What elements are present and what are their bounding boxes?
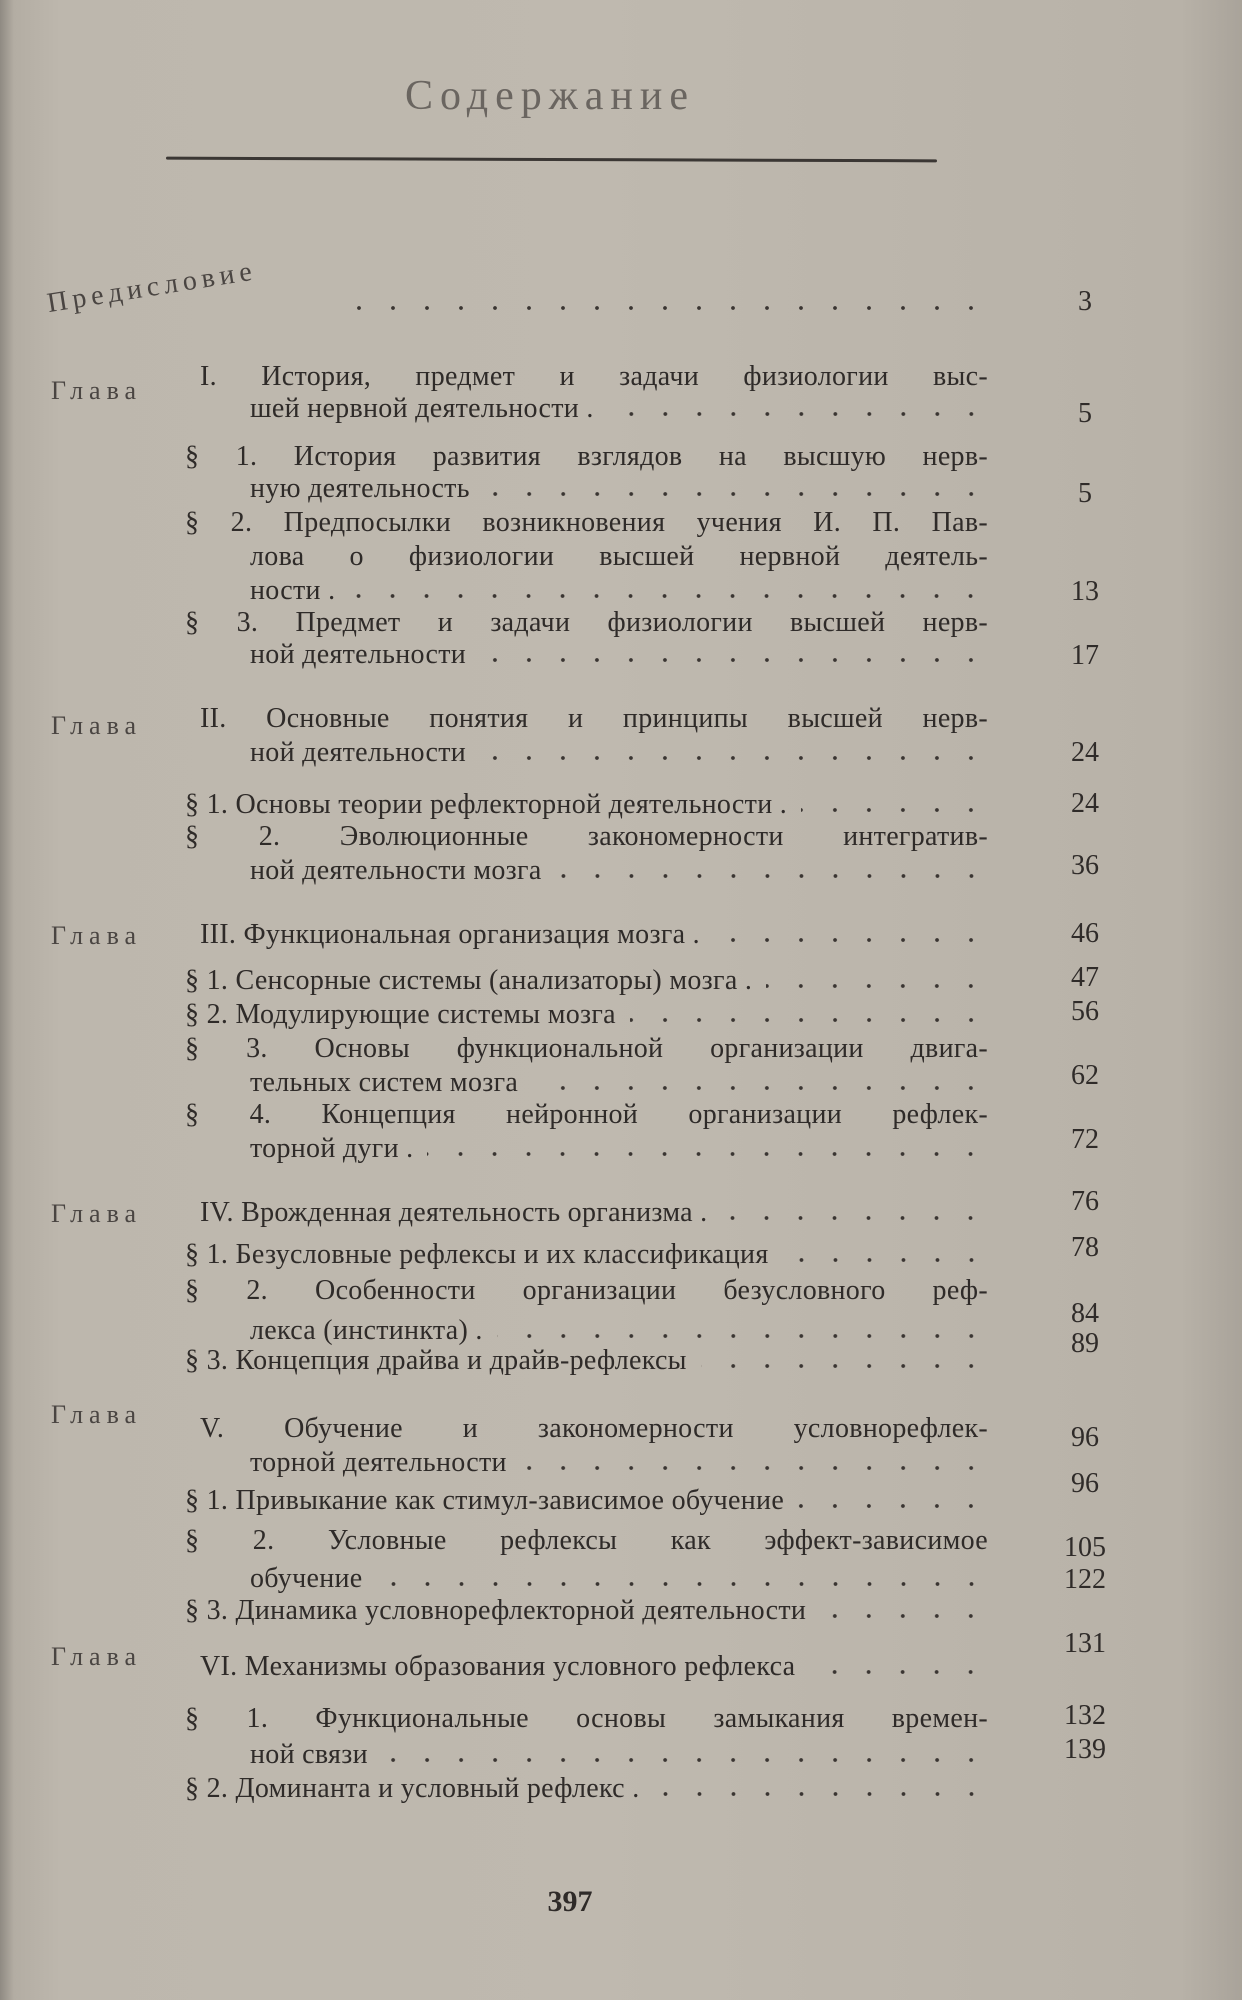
folio-page-number: 397 <box>547 1885 593 1918</box>
entry-text: ной деятельности <box>250 737 467 768</box>
dot-leader <box>427 1150 988 1158</box>
section-title-line: § 1. Функциональные основы замыкания времен- <box>185 1703 988 1734</box>
entry-text: § 1. Сенсорные системы (анализаторы) мозга . <box>185 965 753 996</box>
page-number: 5 <box>1078 398 1092 429</box>
page-number: 17 <box>1071 640 1099 671</box>
dot-leader <box>480 656 988 664</box>
dot-leader <box>497 1332 988 1340</box>
section-title-line <box>185 1594 988 1628</box>
page-title: Содержание <box>404 73 696 119</box>
chapter-title-line <box>200 1196 988 1230</box>
dot-leader <box>480 754 988 762</box>
section-title-line: § 2. Предпосылки возникновения учения И. П. Пав- <box>185 507 988 538</box>
page-number: 13 <box>1071 576 1099 607</box>
dot-leader <box>382 1756 988 1764</box>
entry-text: § 1. Безусловные рефлексы и их классификация <box>185 1239 769 1270</box>
page-number: 24 <box>1071 788 1099 819</box>
page-number: 139 <box>1064 1734 1106 1765</box>
chapter-word: Глава <box>51 711 143 740</box>
entry-text: торной дуги . <box>250 1133 414 1164</box>
chapter-title-line <box>250 1446 988 1480</box>
entry-text: VI. Механизмы образования условного рефлекса <box>200 1651 796 1682</box>
entry-text: § 3. Концепция драйва и драйв-рефлексы <box>185 1345 687 1376</box>
page-number: 62 <box>1071 1060 1099 1091</box>
section-title-line: § 3. Основы функциональной организации двига- <box>185 1033 988 1064</box>
page-number: 131 <box>1064 1628 1106 1659</box>
dot-leader <box>484 490 988 498</box>
dot-leader <box>608 410 988 418</box>
page-number: 96 <box>1071 1468 1099 1499</box>
dot-leader <box>521 1464 988 1472</box>
page-number: 72 <box>1071 1124 1099 1155</box>
section-title-line: § 2. Особенности организации безусловного реф- <box>185 1275 988 1306</box>
section-title-line <box>185 998 988 1032</box>
page-number: 36 <box>1071 850 1099 881</box>
page-number: 122 <box>1064 1564 1106 1595</box>
title-rule <box>166 157 937 163</box>
section-title-line: § 2. Эволюционные закономерности интегратив- <box>185 821 988 852</box>
dot-leader <box>798 1502 988 1510</box>
chapter-title-line: V. Обучение и закономерности условнорефлек- <box>200 1413 988 1444</box>
entry-text: лекса (инстинкта) . <box>250 1315 483 1346</box>
section-title-line: лова о физиологии высшей нервной деятель- <box>250 541 988 572</box>
chapter-title-line <box>250 392 988 426</box>
preface-leader-line <box>320 286 988 320</box>
chapter-title-line <box>200 1650 988 1684</box>
entry-text: § 3. Динамика условнорефлекторной деятельности <box>185 1595 807 1626</box>
section-title-line <box>250 472 988 506</box>
dot-leader <box>820 1612 988 1620</box>
dot-leader <box>377 1580 989 1588</box>
entry-text: III. Функциональная организация мозга . <box>200 919 700 950</box>
chapter-word: Глава <box>51 1400 143 1429</box>
section-title-line: § 2. Условные рефлексы как эффект-зависимое <box>185 1525 988 1556</box>
section-title-line <box>185 1772 988 1806</box>
dot-leader <box>532 1084 988 1092</box>
chapter-word: Глава <box>51 376 143 405</box>
section-title-line: § 3. Предмет и задачи физиологии высшей нерв- <box>185 607 988 638</box>
section-title-line <box>250 638 988 672</box>
entry-text: ности . <box>250 575 336 606</box>
chapter-title-line <box>250 736 988 770</box>
section-title-line <box>250 1738 988 1772</box>
entry-text: торной деятельности <box>250 1447 507 1478</box>
page-number: 96 <box>1071 1422 1099 1453</box>
page-number: 84 <box>1071 1298 1099 1329</box>
page-number: 46 <box>1071 918 1099 949</box>
dot-leader <box>556 872 988 880</box>
section-title-line <box>250 854 988 888</box>
dot-leader <box>714 936 988 944</box>
page-number: 89 <box>1071 1328 1099 1359</box>
section-title-line: § 4. Концепция нейронной организации рефлек- <box>185 1099 988 1130</box>
entry-text: ной деятельности <box>250 639 467 670</box>
chapter-word: Глава <box>51 921 143 950</box>
dot-leader <box>801 806 988 814</box>
page-number: 3 <box>1078 286 1092 317</box>
entry-text: тельных систем мозга <box>250 1067 519 1098</box>
dot-leader <box>334 304 988 312</box>
section-title-line <box>250 1132 988 1166</box>
page-number: 56 <box>1071 996 1099 1027</box>
section-title-line <box>185 1344 988 1378</box>
section-title-line <box>250 1562 988 1596</box>
dot-leader <box>654 1790 988 1798</box>
entry-text: IV. Врожденная деятельность организма . <box>200 1197 708 1228</box>
entry-text: ную деятельность <box>250 473 470 504</box>
dot-leader <box>721 1214 988 1222</box>
entry-text: ной связи <box>250 1739 368 1770</box>
chapter-word: Глава <box>51 1642 143 1671</box>
section-title-line <box>185 1238 988 1272</box>
dot-leader <box>349 592 988 600</box>
dot-leader <box>809 1668 988 1676</box>
dot-leader <box>766 982 988 990</box>
chapter-title-line: I. История, предмет и задачи физиологии выс- <box>200 361 988 392</box>
page-number: 78 <box>1071 1232 1099 1263</box>
chapter-title-line: II. Основные понятия и принципы высшей нерв- <box>200 703 988 734</box>
section-title-line <box>185 1484 988 1518</box>
entry-text: ной деятельности мозга <box>250 855 542 886</box>
entry-text: § 1. Основы теории рефлекторной деятельности . <box>185 789 788 820</box>
page-number: 47 <box>1071 962 1099 993</box>
entry-text: § 2. Модулирующие системы мозга <box>185 999 616 1030</box>
section-title-line <box>250 574 988 608</box>
section-title-line: § 1. История развития взглядов на высшую нерв- <box>185 441 988 472</box>
chapter-word: Глава <box>51 1199 143 1228</box>
page-number: 132 <box>1064 1700 1106 1731</box>
page-number: 5 <box>1078 478 1092 509</box>
section-title-line <box>185 964 988 998</box>
dot-leader <box>630 1016 988 1024</box>
chapter-title-line <box>200 918 988 952</box>
dot-leader <box>701 1362 988 1370</box>
page-number: 24 <box>1071 737 1099 768</box>
preface-label: Предисловие <box>44 255 259 320</box>
page-number: 105 <box>1064 1532 1106 1563</box>
section-title-line <box>250 1066 988 1100</box>
section-title-line <box>250 1314 988 1348</box>
entry-text: обучение <box>250 1563 363 1594</box>
entry-text: шей нервной деятельности . <box>250 393 594 424</box>
section-title-line <box>185 788 988 822</box>
entry-text: § 2. Доминанта и условный рефлекс . <box>185 1773 640 1804</box>
page-number: 76 <box>1071 1186 1099 1217</box>
dot-leader <box>783 1256 988 1264</box>
entry-text: § 1. Привыкание как стимул-зависимое обучение <box>185 1485 785 1516</box>
